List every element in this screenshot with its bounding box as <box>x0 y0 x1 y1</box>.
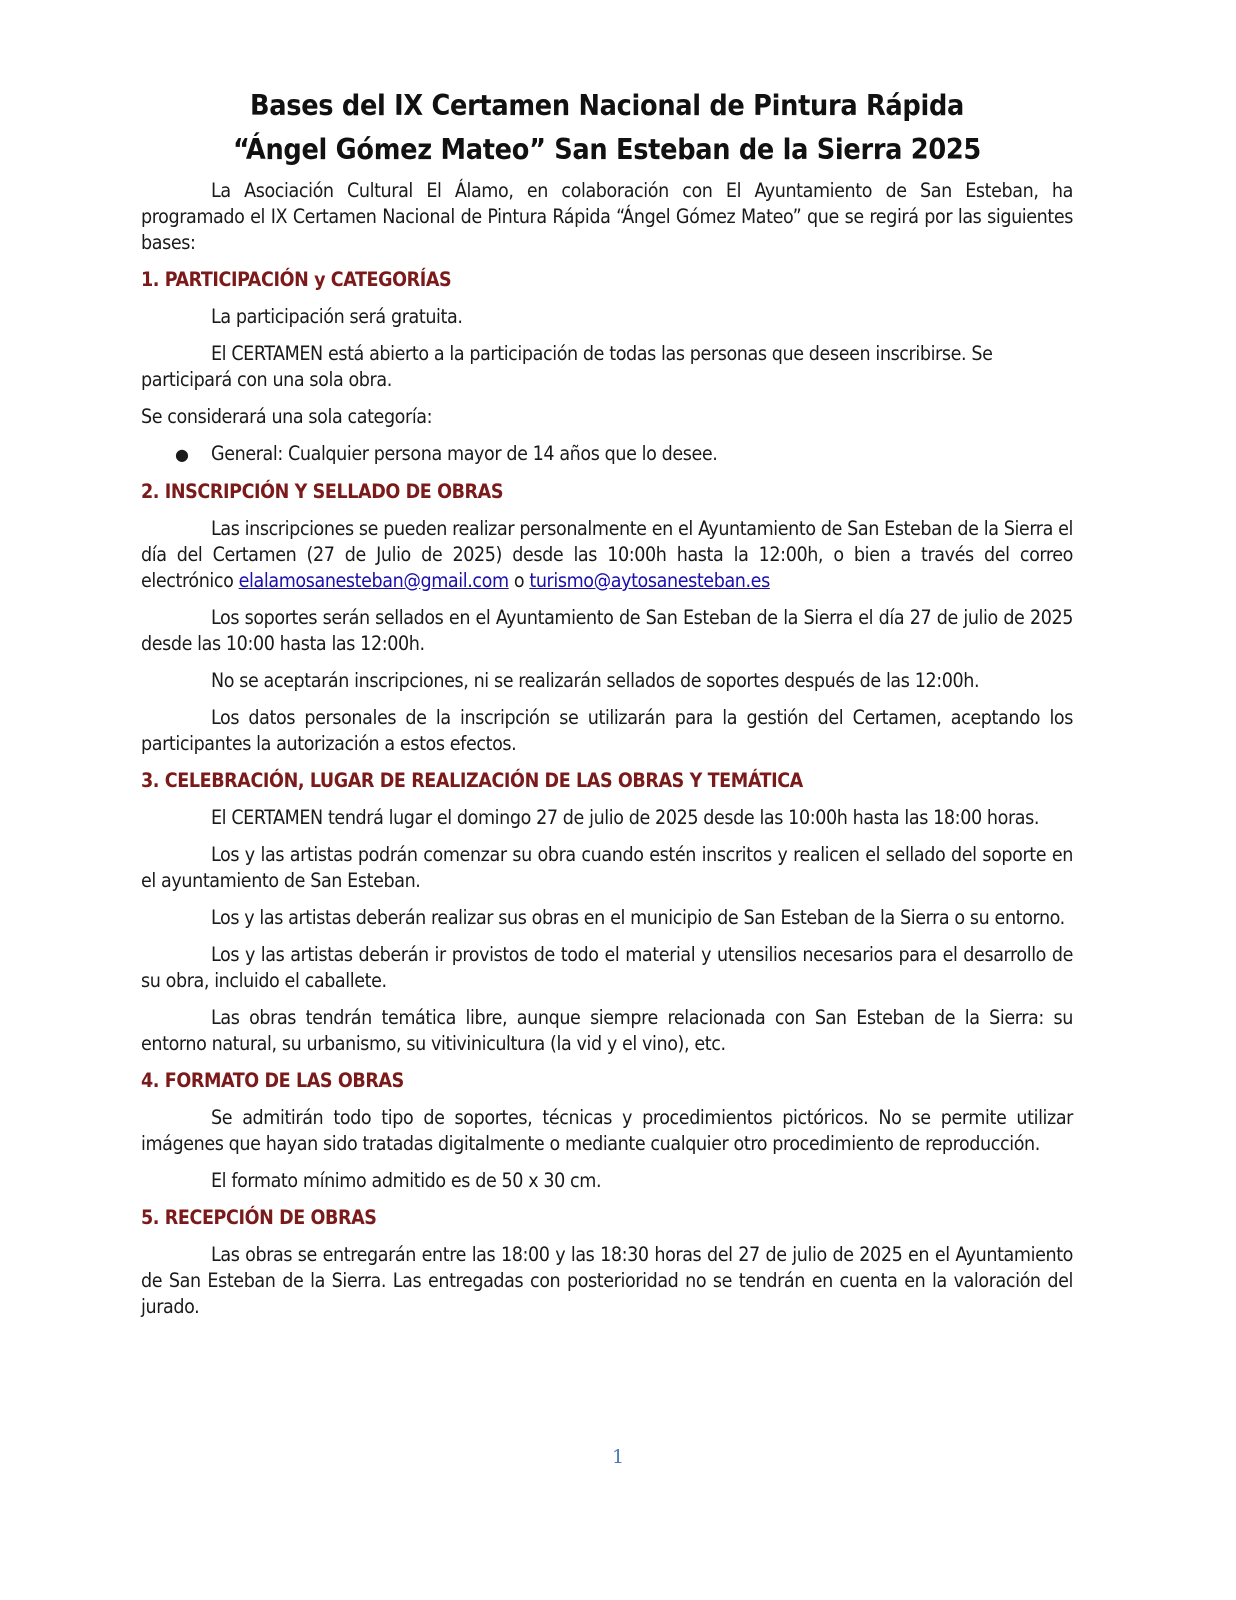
list-item <box>141 441 1073 468</box>
document-content <box>141 84 1073 1331</box>
section-heading: 4. FORMATO DE LAS OBRAS <box>141 1069 404 1092</box>
section-heading: 2. INSCRIPCIÓN Y SELLADO DE OBRAS <box>141 480 504 503</box>
section-recepcion <box>141 1205 1073 1320</box>
paragraph: El CERTAMEN está abierto a la participación de todas las personas que deseen inscribirse. Se participará con una sola obra. <box>141 342 993 391</box>
paragraph-inscripciones <box>141 516 1073 594</box>
paragraph: Los y las artistas deberán ir provistos de todo el material y utensilios necesarios para el desarrollo de su obra, incluido el caballete. <box>141 943 1073 992</box>
page-number: 1 <box>611 1446 625 1468</box>
paragraph-text: o <box>508 569 530 592</box>
paragraph: El formato mínimo admitido es de 50 x 30 cm. <box>211 1169 602 1192</box>
paragraph: Se admitirán todo tipo de soportes, técnicas y procedimientos pictóricos. No se permite utilizar imágenes que hayan sido tratadas digitalmente o mediante cualquier otro procedimiento de reproducción. <box>141 1106 1073 1155</box>
section-celebracion <box>141 768 1073 1057</box>
paragraph: Los soportes serán sellados en el Ayuntamiento de San Esteban de la Sierra el día 27 de julio de 2025 desde las 10:00 hasta las 12:00h. <box>141 606 1073 655</box>
section-heading: 3. CELEBRACIÓN, LUGAR DE REALIZACIÓN DE LAS OBRAS Y TEMÁTICA <box>141 769 803 792</box>
document-title <box>141 84 1073 172</box>
section-heading: 5. RECEPCIÓN DE OBRAS <box>141 1206 377 1229</box>
paragraph-text: Las inscripciones se pueden realizar personalmente en el Ayuntamiento de San Esteban de la Sierra el día del Certamen (27 de Julio de 2025) desde las 10:00h hasta la 12:00h, o bien a través del correo electrónico <box>141 517 1073 592</box>
section-inscripcion <box>141 479 1073 757</box>
section-participacion <box>141 267 1073 468</box>
bullet-icon: ● <box>175 445 189 464</box>
title-line-2: “Ángel Gómez Mateo” San Esteban de la Sierra 2025 <box>233 133 981 166</box>
paragraph: Se considerará una sola categoría: <box>141 405 433 428</box>
email-link-elalamo[interactable]: elalamosanesteban@gmail.com <box>238 569 509 592</box>
paragraph: Las obras se entregarán entre las 18:00 y las 18:30 horas del 27 de julio de 2025 en el Ayuntamiento de San Esteban de la Sierra. Las entregadas con posterioridad no se tendrán en cuenta en la valoración del jurado. <box>141 1243 1073 1318</box>
email-link-turismo[interactable]: turismo@aytosanesteban.es <box>529 569 770 592</box>
paragraph: Los y las artistas podrán comenzar su obra cuando estén inscritos y realicen el sellado del soporte en el ayuntamiento de San Esteban. <box>141 843 1073 892</box>
paragraph: El CERTAMEN tendrá lugar el domingo 27 de julio de 2025 desde las 10:00h hasta las 18:00 horas. <box>211 806 1040 829</box>
section-heading: 1. PARTICIPACIÓN y CATEGORÍAS <box>141 268 452 291</box>
paragraph: Las obras tendrán temática libre, aunque siempre relacionada con San Esteban de la Sierra: su entorno natural, su urbanismo, su vitivinicultura (la vid y el vino), etc. <box>141 1006 1073 1055</box>
section-formato <box>141 1068 1073 1194</box>
paragraph: La participación será gratuita. <box>211 305 463 328</box>
intro-paragraph: La Asociación Cultural El Álamo, en colaboración con El Ayuntamiento de San Esteban, ha programado el IX Certamen Nacional de Pintura Rápida “Ángel Gómez Mateo” que se regirá por las siguientes bases: <box>141 179 1073 254</box>
paragraph: No se aceptarán inscripciones, ni se realizarán sellados de soportes después de las 12:00h. <box>211 669 980 692</box>
paragraph: Los datos personales de la inscripción se utilizarán para la gestión del Certamen, aceptando los participantes la autorización a estos efectos. <box>141 706 1073 755</box>
paragraph: Los y las artistas deberán realizar sus obras en el municipio de San Esteban de la Sierra o su entorno. <box>211 906 1065 929</box>
title-line-1: Bases del IX Certamen Nacional de Pintura Rápida <box>250 89 964 122</box>
list-item-text: General: Cualquier persona mayor de 14 años que lo desee. <box>211 442 718 465</box>
